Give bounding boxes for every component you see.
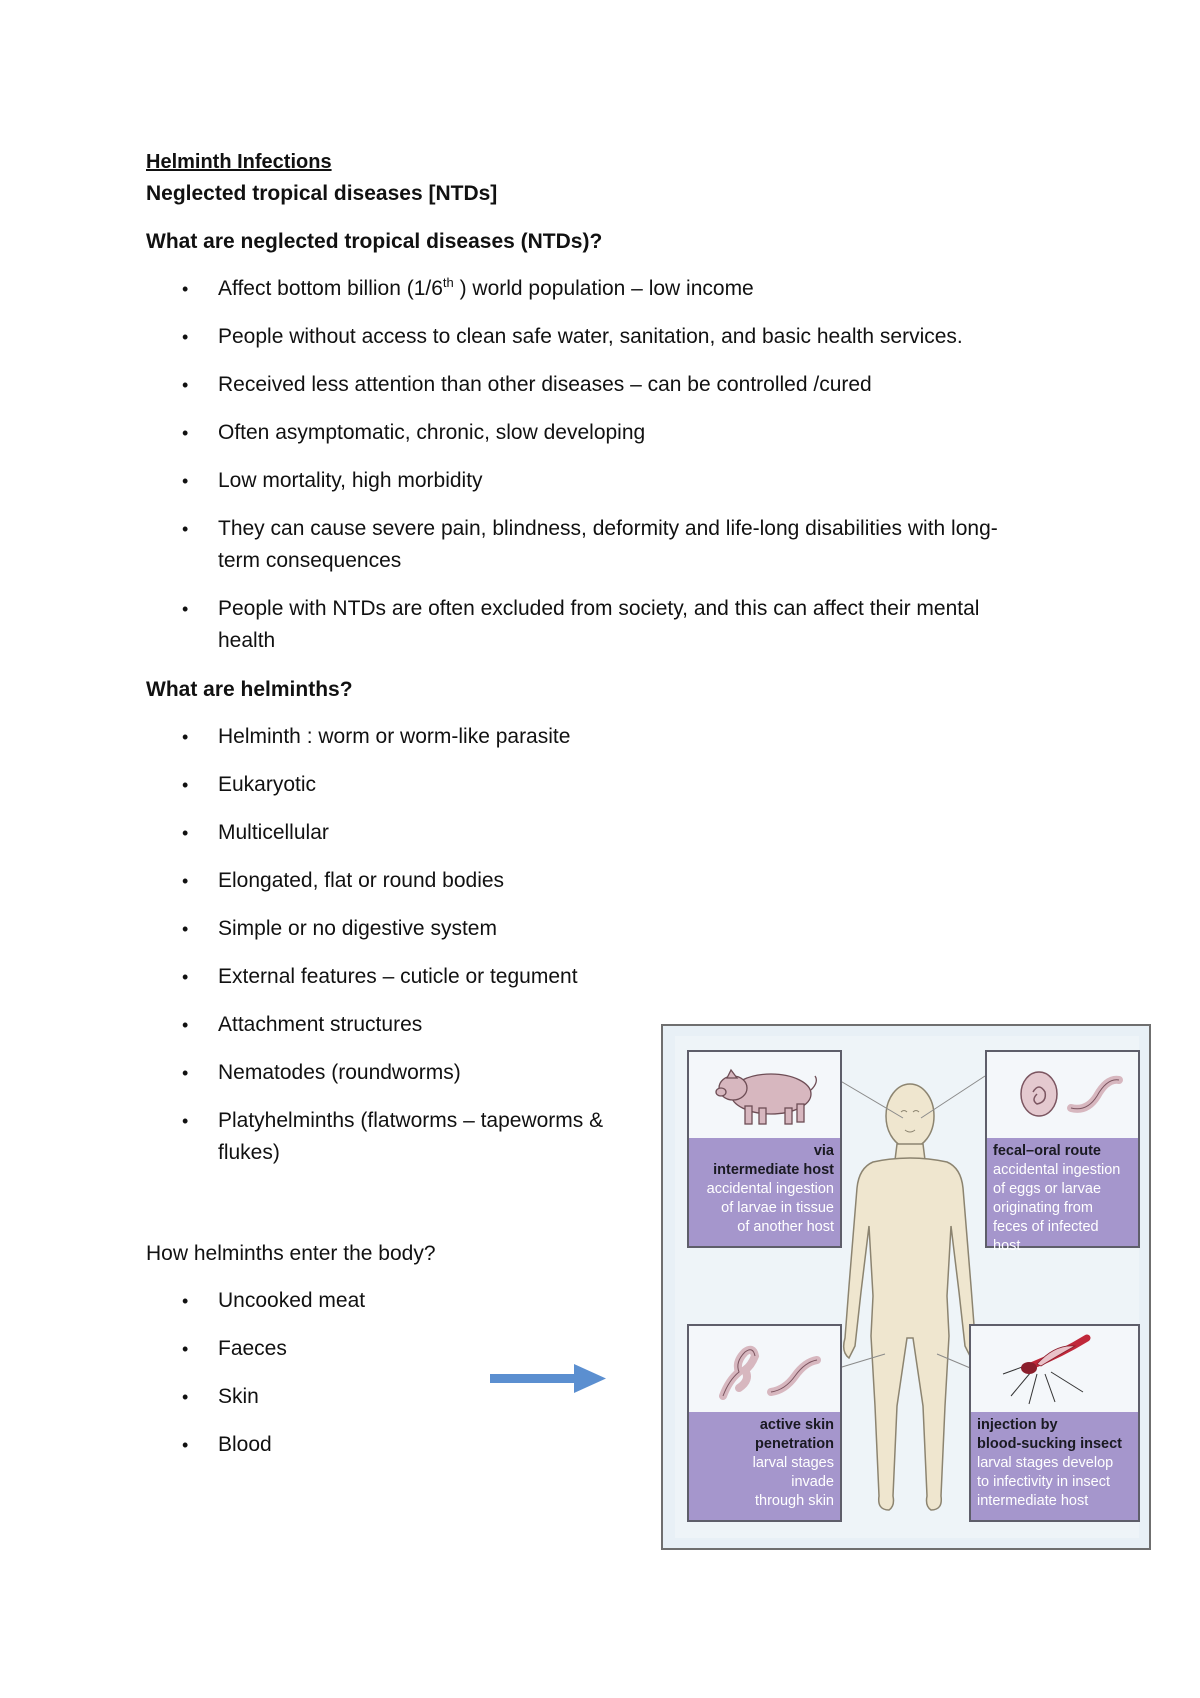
list-item — [0, 513, 998, 593]
panel-intermediate-host — [687, 1050, 842, 1248]
panel-description: larval stages develop — [977, 1455, 1114, 1471]
panel-caption — [971, 1412, 1138, 1520]
pig-icon — [689, 1052, 840, 1138]
panel-description: originating from — [993, 1200, 1093, 1216]
panel-illustration — [987, 1052, 1138, 1139]
panel-fecal-oral-route — [985, 1050, 1140, 1254]
helminth-entry-figure — [661, 1024, 1151, 1550]
panel-illustration — [689, 1052, 840, 1139]
list-item — [0, 593, 998, 673]
panel-description: of another host — [737, 1219, 834, 1235]
panel-heading: injection by — [977, 1417, 1058, 1433]
list-item-text: ) world population – low income — [453, 277, 754, 300]
panel-caption — [987, 1138, 1138, 1254]
list-item-text: Platyhelminths (flatworms – tapeworms & — [218, 1109, 604, 1132]
list-item — [0, 273, 998, 321]
egg-and-larva-icon — [987, 1052, 1138, 1138]
list-item: • Faeces — [0, 1333, 365, 1381]
right-arrow-icon — [490, 1362, 606, 1394]
section-heading-entry: How helminths enter the body? — [146, 1242, 436, 1265]
panel-skin-penetration — [687, 1324, 842, 1522]
list-item-text: flukes) — [218, 1141, 280, 1164]
list-item: • Simple or no digestive system — [0, 913, 603, 961]
list-item: • Helminth : worm or worm-like parasite — [0, 721, 603, 769]
helminth-bullet-list — [0, 721, 603, 1185]
panel-description: intermediate host — [977, 1493, 1089, 1509]
list-item: • External features – cuticle or tegument — [0, 961, 603, 1009]
panel-illustration — [689, 1326, 840, 1413]
superscript: th — [442, 275, 454, 290]
document-title: Helminth Infections — [146, 151, 332, 173]
panel-description: accidental ingestion — [706, 1181, 834, 1197]
panel-description: of eggs or larvae — [993, 1181, 1102, 1197]
entry-bullet-list — [0, 1285, 365, 1477]
document-subtitle: Neglected tropical diseases [NTDs] — [146, 182, 498, 205]
panel-heading: blood-sucking insect — [977, 1436, 1123, 1452]
list-item-text: Affect bottom billion (1/6 — [218, 277, 443, 300]
panel-description: through skin — [755, 1493, 834, 1509]
section-heading-helminths: What are helminths? — [146, 678, 353, 701]
panel-heading: fecal–oral route — [993, 1143, 1101, 1159]
larva-icon — [689, 1326, 840, 1412]
list-item: • Elongated, flat or round bodies — [0, 865, 603, 913]
panel-heading: penetration — [755, 1436, 834, 1452]
panel-description: larval stages — [752, 1455, 834, 1471]
list-item: • Skin — [0, 1381, 365, 1429]
figure-canvas — [675, 1036, 1139, 1538]
list-item: • Blood — [0, 1429, 365, 1477]
panel-description: accidental ingestion — [993, 1162, 1121, 1178]
panel-heading: active skin — [759, 1417, 834, 1433]
panel-insect-injection — [969, 1324, 1140, 1522]
panel-caption — [689, 1412, 840, 1520]
list-item: • Low mortality, high morbidity — [0, 465, 998, 513]
ntd-bullet-list — [0, 273, 998, 673]
list-item: • Attachment structures — [0, 1009, 603, 1057]
panel-caption — [689, 1138, 840, 1246]
panel-description: feces of infected — [993, 1219, 1099, 1235]
panel-heading: intermediate host — [713, 1162, 834, 1178]
panel-description: host — [993, 1238, 1021, 1254]
panel-description: invade — [791, 1474, 834, 1490]
list-item: • Eukaryotic — [0, 769, 603, 817]
mosquito-icon — [971, 1326, 1138, 1412]
list-item: • People without access to clean safe water, sanitation, and basic health services. — [0, 321, 998, 369]
list-item: • Multicellular — [0, 817, 603, 865]
list-item: • Uncooked meat — [0, 1285, 365, 1333]
panel-illustration — [971, 1326, 1138, 1413]
list-item: • Received less attention than other diseases – can be controlled /cured — [0, 369, 998, 417]
panel-description: to infectivity in insect — [977, 1474, 1110, 1490]
list-item: • Nematodes (roundworms) — [0, 1057, 603, 1105]
list-item: • Often asymptomatic, chronic, slow developing — [0, 417, 998, 465]
list-item-text: They can cause severe pain, blindness, deformity and life-long disabilities with long- — [218, 517, 998, 540]
section-heading-ntds: What are neglected tropical diseases (NTDs)? — [146, 230, 603, 253]
list-item-text: People with NTDs are often excluded from society, and this can affect their mental — [218, 597, 980, 620]
list-item-text: term consequences — [218, 549, 402, 572]
list-item-text: health — [218, 629, 276, 652]
list-item — [0, 1105, 603, 1185]
panel-description: of larvae in tissue — [721, 1200, 834, 1216]
panel-heading: via — [813, 1143, 834, 1159]
